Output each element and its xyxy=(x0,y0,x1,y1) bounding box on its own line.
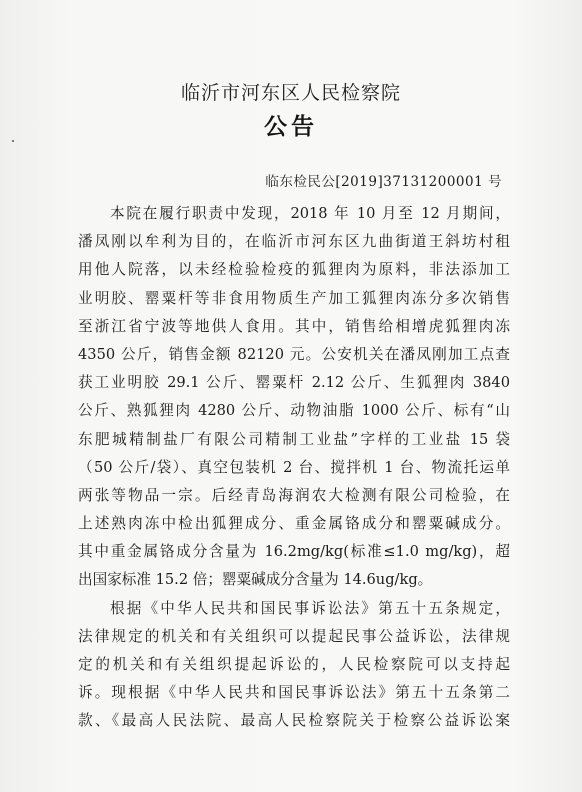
body-line: 至浙江省宁波等地供人食用。其中，销售给相增虎狐狸肉冻 xyxy=(78,317,510,335)
body-line: 出国家标准 15.2 倍；罂粟碱成分含量为 14.6ug/kg。 xyxy=(78,571,433,589)
body-line: 两张等物品一宗。后经青岛海润农大检测有限公司检验，在 xyxy=(78,486,510,504)
body-line: 东肥城精制盐厂有限公司精制工业盐”字样的工业盐 15 袋 xyxy=(78,430,510,448)
body-line: 定的机关和有关组织提起诉讼的，人民检察院可以支持起 xyxy=(78,656,510,673)
body-line: 公斤、熟狐狸肉 4280 公斤、动物油脂 1000 公斤、标有“山 xyxy=(78,402,510,420)
body-line: 款、《最高人民法院、最高人民检察院关于检察公益诉讼案 xyxy=(78,712,510,730)
body-line: 用他人院落，以未经检验检疫的狐狸肉为原料，非法添加工 xyxy=(78,261,510,279)
body-line: 上述熟肉冻中检出狐狸成分、重金属铬成分和罂粟碱成分。 xyxy=(78,515,510,533)
body-line: 业明胶、罂粟杆等非食用物质生产加工狐狸肉冻分多次销售 xyxy=(78,289,510,307)
body-line: 法律规定的机关和有关组织可以提起民事公益诉讼，法律规 xyxy=(78,627,510,645)
announcement-body xyxy=(78,200,510,736)
organization-title: 临沂市河东区人民检察院 xyxy=(180,82,401,104)
body-line: 根据《中华人民共和国民事诉讼法》第五十五条规定， xyxy=(110,599,510,617)
body-line: 其中重金属铬成分含量为 16.2mg/kg(标准≤1.0 mg/kg)，超 xyxy=(78,543,510,561)
body-line: 本院在履行职责中发现，2018 年 10 月至 12 月期间， xyxy=(110,205,510,222)
body-line: （50 公斤/袋）、真空包装机 2 台、搅拌机 1 台、物流托运单 xyxy=(78,458,510,476)
document-title: 公告 xyxy=(264,114,318,140)
body-line: 诉。现根据《中华人民共和国民事诉讼法》第五十五条第二 xyxy=(78,684,510,702)
body-line: 潘凤刚以牟利为目的，在临沂市河东区九曲街道王斜坊村租 xyxy=(78,233,510,251)
document-number: 临东检民公[2019]37131200001 号 xyxy=(265,174,502,190)
body-line: 获工业明胶 29.1 公斤、罂粟杆 2.12 公斤、生狐狸肉 3840 xyxy=(78,374,510,392)
body-line: 4350 公斤，销售金额 82120 元。公安机关在潘凤刚加工点查 xyxy=(78,345,510,363)
